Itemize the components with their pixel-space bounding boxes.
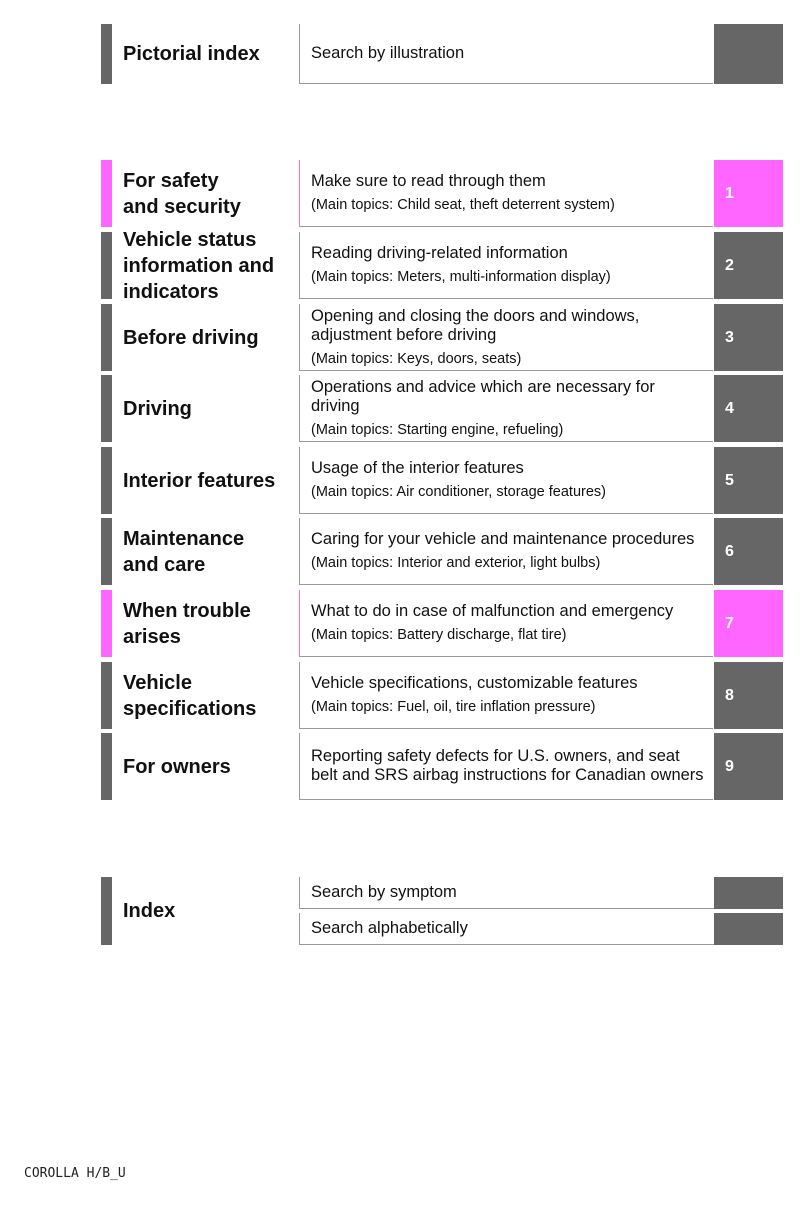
chapter-title: Vehicle status information and indicators (123, 228, 275, 303)
pictorial-index-text: Search by illustration (311, 43, 465, 62)
chapter-number-tab[interactable]: 6 (714, 518, 783, 585)
chapter-description (299, 518, 713, 585)
chapter-number-tab[interactable]: 9 (714, 733, 783, 800)
chapter-row[interactable] (101, 160, 783, 227)
chapter-main-topics: (Main topics: Interior and exterior, light bulbs) (311, 554, 601, 571)
chapter-title: Vehicle specifications (123, 671, 257, 720)
section-marker-bar (101, 877, 112, 945)
index-item-tab[interactable] (714, 913, 783, 945)
pictorial-index-section[interactable] (101, 24, 783, 84)
chapter-summary: Operations and advice which are necessary for driving (311, 377, 655, 415)
chapter-main-topics: (Main topics: Air conditioner, storage features) (311, 483, 606, 500)
chapter-summary: Usage of the interior features (311, 459, 524, 478)
chapter-row[interactable] (101, 304, 783, 371)
section-marker-bar (101, 304, 112, 371)
chapter-row[interactable] (101, 590, 783, 657)
chapter-title: For safety and security (123, 169, 241, 218)
index-item-search-by-symptom[interactable] (299, 877, 783, 909)
chapter-main-topics: (Main topics: Starting engine, refueling) (311, 421, 564, 438)
pictorial-index-tab[interactable] (714, 24, 783, 84)
chapter-summary: Opening and closing the doors and windows, adjustment before driving (311, 306, 640, 344)
chapter-description (299, 733, 713, 800)
chapter-number-tab[interactable]: 2 (714, 232, 783, 299)
chapter-description (299, 375, 713, 442)
chapter-row[interactable] (101, 662, 783, 729)
section-marker-bar (101, 24, 112, 84)
section-marker-bar (101, 232, 112, 299)
chapter-title: Before driving (123, 326, 259, 349)
chapter-summary: Reporting safety defects for U.S. owners, and seat belt and SRS airbag instructions for Canadian owners (311, 746, 704, 784)
section-marker-bar (101, 160, 112, 227)
chapter-description (299, 160, 713, 227)
index-item-label: Search alphabetically (311, 918, 468, 937)
pictorial-index-description (299, 24, 713, 84)
chapter-number-tab[interactable]: 3 (714, 304, 783, 371)
chapter-main-topics: (Main topics: Child seat, theft deterrent system) (311, 196, 615, 213)
chapter-description (299, 590, 713, 657)
index-section (101, 877, 783, 945)
section-marker-bar (101, 733, 112, 800)
section-marker-bar (101, 662, 112, 729)
index-item-tab[interactable] (714, 877, 783, 909)
chapter-description (299, 232, 713, 299)
chapter-summary: Make sure to read through them (311, 172, 546, 191)
section-marker-bar (101, 590, 112, 657)
chapter-number-tab[interactable]: 8 (714, 662, 783, 729)
chapter-description (299, 662, 713, 729)
chapter-main-topics: (Main topics: Fuel, oil, tire inflation pressure) (311, 698, 596, 715)
chapter-title: When trouble arises (123, 599, 251, 648)
document-code: COROLLA H/B_U (24, 1166, 126, 1181)
chapter-number-tab[interactable]: 4 (714, 375, 783, 442)
chapter-row[interactable] (101, 228, 783, 303)
chapter-summary: Reading driving-related information (311, 244, 568, 263)
chapter-description (299, 447, 713, 514)
section-marker-bar (101, 375, 112, 442)
chapter-title: For owners (123, 755, 231, 778)
chapter-title: Maintenance and care (123, 527, 245, 576)
index-item-description (299, 913, 714, 945)
chapter-main-topics: (Main topics: Keys, doors, seats) (311, 350, 522, 367)
chapter-number-tab[interactable]: 5 (714, 447, 783, 514)
index-item-search-alphabetically[interactable] (299, 913, 783, 945)
chapter-main-topics: (Main topics: Battery discharge, flat tire) (311, 626, 567, 643)
index-item-label: Search by symptom (311, 882, 457, 901)
chapter-summary: Caring for your vehicle and maintenance procedures (311, 530, 695, 549)
pictorial-index-title: Pictorial index (123, 43, 260, 65)
index-item-description (299, 877, 714, 909)
chapter-row[interactable] (101, 733, 783, 800)
chapter-summary: Vehicle specifications, customizable features (311, 674, 638, 693)
chapter-description (299, 304, 713, 371)
chapter-title: Interior features (123, 469, 276, 492)
chapter-main-topics: (Main topics: Meters, multi-information display) (311, 268, 611, 285)
section-marker-bar (101, 518, 112, 585)
chapter-number-tab[interactable]: 1 (714, 160, 783, 227)
chapter-row[interactable] (101, 447, 783, 514)
chapter-row[interactable] (101, 375, 783, 442)
chapter-title: Driving (123, 397, 192, 420)
chapter-number-tab[interactable]: 7 (714, 590, 783, 657)
chapter-row[interactable] (101, 518, 783, 585)
section-marker-bar (101, 447, 112, 514)
index-title: Index (123, 900, 176, 922)
chapter-summary: What to do in case of malfunction and emergency (311, 602, 674, 621)
